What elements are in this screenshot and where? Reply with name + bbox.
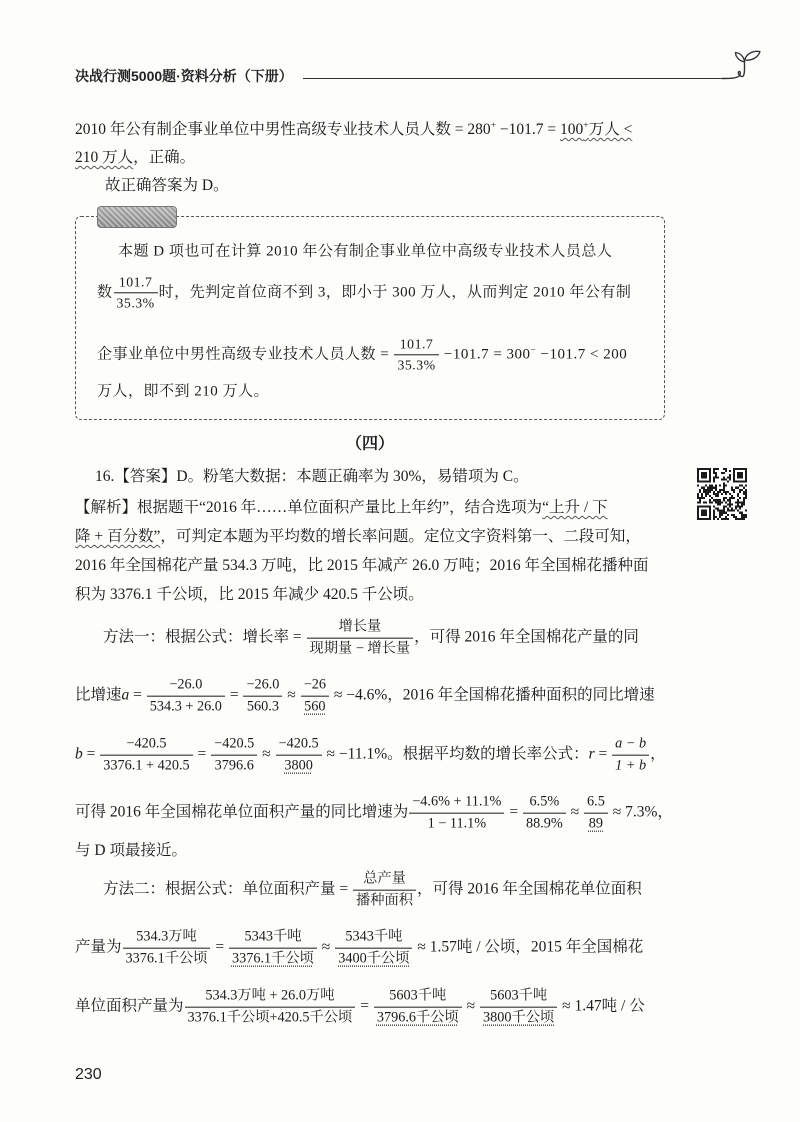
numerator: 5343千吨 [229, 928, 317, 949]
text-segment: 比增速 [75, 686, 122, 704]
denominator: 3376.1千公顷 [231, 950, 314, 967]
method1-line-2 [75, 676, 655, 717]
text-segment: ≈ [283, 686, 300, 704]
variable-b: b [75, 745, 83, 763]
text-segment: = [356, 997, 373, 1015]
text-segment: ， [650, 745, 666, 763]
fraction [394, 335, 438, 374]
text-segment: = [594, 745, 612, 763]
text-segment: ≈ 1.57吨 / 公顷，2015 年全国棉花 [413, 938, 644, 956]
denominator: 3800 [284, 757, 313, 774]
fraction [229, 928, 317, 969]
fraction [480, 987, 557, 1028]
denominator: 3800千公顷 [483, 1009, 555, 1026]
denominator: 3796.6 [214, 757, 254, 774]
text-segment: 2010 年公有制企事业单位中男性高级专业技术人员人数 = 280 [75, 120, 491, 138]
text-segment: ≈ [566, 803, 584, 821]
text-segment: ≈ [258, 745, 275, 763]
denominator: 534.3 + 26.0 [149, 698, 222, 715]
text-segment: = [193, 745, 211, 763]
fraction [353, 870, 416, 911]
text-segment: ≈ [317, 938, 335, 956]
text-segment: 【解析】根据题干“2016 年……单位面积产量比上年约”，结合选项为 [75, 498, 543, 516]
text-segment: 万人 < [588, 120, 633, 138]
note-line-2 [97, 273, 631, 312]
text-segment: ≈ 1.47吨 / 公 [558, 997, 645, 1015]
denominator: 560 [304, 698, 326, 715]
text-segment: ≈ −4.6%，2016 年全国棉花播种面积的同比增速 [329, 686, 655, 704]
numerator: −26.0 [243, 676, 282, 697]
numerator: 101.7 [114, 273, 158, 293]
answer-statement: 故正确答案为 D。 [105, 176, 229, 194]
note-line-3 [97, 335, 627, 374]
conclusion-line-1 [75, 120, 632, 140]
numerator: −420.5 [211, 735, 257, 756]
sprout-icon [722, 47, 764, 83]
value-300-minus [440, 345, 537, 365]
text-segment: 方法二：根据公式：单位面积产量 = [103, 880, 352, 898]
fraction [612, 735, 649, 776]
numerator: 5603千吨 [480, 987, 557, 1008]
denominator: 现期量 − 增长量 [309, 640, 411, 657]
q16-analysis-line-2 [75, 527, 641, 547]
text-segment: ，可判定本题为平均数的增长率问题。定位文字资料第一、二段可知， [160, 527, 641, 545]
denominator: 3796.6千公顷 [376, 1009, 459, 1026]
text-segment: ，可得 2016 年全国棉花产量的同 [414, 628, 639, 646]
numerator: 6.5 [584, 793, 608, 814]
text-segment: ≈ 7.3%， [608, 803, 673, 821]
q16-analysis-line-4: 积为 3376.1 千公顷，比 2015 年减少 420.5 千公顷。 [75, 585, 424, 603]
q16-answer-line: 16.【答案】D。粉笔大数据：本题正确率为 30%，易错项为 C。 [95, 467, 529, 485]
method2-line-3 [75, 987, 645, 1028]
highlighted-text: “上升 / 下 [542, 498, 608, 516]
numerator: −26 [301, 676, 329, 697]
denominator: 3376.1千公顷 [125, 950, 208, 967]
denominator: 560.3 [246, 698, 279, 715]
denominator: 35.3% [397, 357, 436, 373]
denominator: 35.3% [116, 295, 155, 311]
denominator: 88.9% [525, 815, 563, 832]
text-segment: −101.7 < 200 [536, 346, 628, 363]
numerator: −26.0 [147, 676, 225, 697]
numerator: 总产量 [353, 870, 416, 891]
fraction [114, 273, 158, 312]
fraction [335, 928, 412, 969]
numerator: 5603千吨 [374, 987, 462, 1008]
denominator: 3376.1 + 420.5 [103, 757, 190, 774]
text-segment: ≈ −11.1%。根据平均数的增长率公式： [322, 745, 589, 763]
text-segment: 100 [560, 120, 584, 138]
fraction [409, 793, 504, 834]
variable-r: r [588, 745, 595, 763]
text-segment: ，可得 2016 年全国棉花单位面积 [417, 880, 642, 898]
numerator: 5343千吨 [335, 928, 412, 949]
numerator: a − b [612, 735, 649, 756]
text-segment: = [211, 938, 228, 956]
method2-line-1 [103, 870, 642, 911]
denominator: 1 − 11.1% [427, 815, 487, 832]
note-label-badge [97, 206, 177, 228]
fraction [584, 793, 608, 834]
running-header-title: 决战行测5000题·资料分析（下册） [75, 68, 293, 84]
text-segment: 可得 2016 年全国棉花单位面积产量的同比增速为 [75, 803, 409, 821]
highlighted-text: 降 + 百分数” [75, 527, 161, 545]
method2-line-2 [75, 928, 643, 969]
method1-line-4 [75, 793, 673, 834]
numerator: −420.5 [276, 735, 322, 756]
fraction [123, 928, 211, 969]
numerator: 增长量 [307, 618, 414, 639]
text-segment: 时，先判定首位商不到 3，即小于 300 万人，从而判定 2010 年公有制 [158, 284, 632, 301]
text-segment: 产量为 [75, 938, 122, 956]
numerator: 101.7 [394, 335, 438, 355]
fraction [374, 987, 462, 1028]
note-line-1: 本题 D 项也可在计算 2010 年公有制企事业单位中高级专业技术人员总人 [118, 243, 613, 260]
text-segment: −101.7 = [496, 120, 561, 138]
text-segment: 方法一：根据公式：增长率 = [103, 628, 306, 646]
value-100-plus [560, 120, 632, 140]
fraction [276, 735, 322, 776]
header-rule [303, 78, 733, 79]
denominator: 3400千公顷 [338, 950, 410, 967]
superscript-minus: − [530, 345, 537, 356]
numerator: −4.6% + 11.1% [409, 793, 504, 814]
text-segment: = [505, 803, 522, 821]
value-280-plus [75, 120, 496, 140]
superscript-plus: + [490, 119, 497, 131]
section-title: （四） [345, 435, 394, 453]
fraction [147, 676, 225, 717]
text-segment: = [82, 745, 100, 763]
text-segment: 单位面积产量为 [75, 997, 184, 1015]
numerator: −420.5 [100, 735, 192, 756]
qr-code-icon [697, 468, 747, 520]
denominator: 1 + b [615, 757, 647, 774]
fraction [523, 793, 566, 834]
text-segment: = [129, 686, 146, 704]
text-segment: 企事业单位中男性高级专业技术人员人数 = [97, 346, 394, 363]
numerator: 534.3万吨 [123, 928, 211, 949]
numerator: 534.3万吨 + 26.0万吨 [185, 987, 356, 1008]
variable-a: a [121, 686, 130, 704]
fraction [185, 987, 356, 1028]
denominator: 3376.1千公顷+420.5千公顷 [187, 1009, 353, 1026]
text-segment: −101.7 = 300 [439, 346, 531, 363]
fraction [211, 735, 257, 776]
denominator: 播种面积 [356, 892, 414, 909]
page-number: 230 [75, 1066, 102, 1083]
text-segment: ，正确。 [133, 148, 196, 166]
text-segment: = [225, 686, 243, 704]
note-line-4: 万人，即不到 210 万人。 [97, 383, 270, 400]
fraction [100, 735, 192, 776]
text-segment: 数 [97, 284, 113, 301]
q16-analysis-line-1 [75, 498, 608, 518]
highlighted-value: 210 万人 [75, 148, 134, 166]
q16-analysis-line-3: 2016 年全国棉花产量 534.3 万吨，比 2015 年减产 26.0 万吨；2016 年全国棉花播种面 [75, 556, 649, 574]
method1-line-1 [103, 618, 639, 659]
fraction [243, 676, 282, 717]
fraction [307, 618, 414, 659]
fraction [301, 676, 329, 717]
denominator: 89 [588, 815, 604, 832]
superscript-plus: + [583, 119, 589, 131]
conclusion-line-2 [75, 148, 195, 168]
method1-line-5: 与 D 项最接近。 [75, 841, 187, 859]
numerator: 6.5% [523, 793, 566, 814]
method1-line-3 [75, 735, 666, 776]
text-segment: ≈ [462, 997, 480, 1015]
